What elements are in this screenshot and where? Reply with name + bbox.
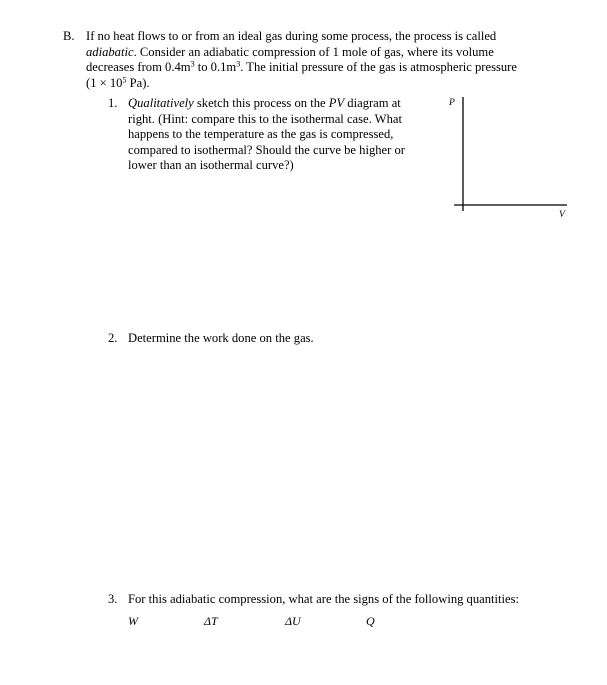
- quantity-delta-t: ΔT: [204, 614, 218, 628]
- adiabatic-term: adiabatic: [86, 44, 134, 59]
- item-3-marker: 3.: [108, 592, 118, 606]
- item-1-marker: 1.: [108, 96, 118, 110]
- section-marker: B.: [63, 29, 75, 43]
- intro-line-1: If no heat flows to or from an ideal gas during some process, the process is called: [86, 29, 497, 43]
- cubed-superscript: 3: [190, 59, 195, 69]
- item-1-text: Qualitatively sketch this process on the PV diagram at right. (Hint: compare this to the isothermal case. What happens to the temperature as the gas is compressed, compared to isothermal? Should the curve be higher or lower than an isothermal curve?): [128, 96, 405, 173]
- volume-axis-label: V: [559, 210, 565, 220]
- item-3-text: For this adiabatic compression, what are the signs of the following quantities:: [128, 592, 520, 606]
- intro-line-4: ($1 \times 10^5$ Pa).: [86, 75, 150, 90]
- quantity-work: W: [128, 614, 138, 628]
- item-2-text: Determine the work done on the gas.: [128, 331, 314, 345]
- cubed-superscript: 3: [236, 59, 241, 69]
- quantity-delta-u: ΔU: [285, 614, 301, 628]
- intro-line-2: adiabatic. Consider an adiabatic compression of 1 mole of gas, where its volume: [86, 44, 494, 59]
- quantity-heat: Q: [366, 614, 375, 628]
- intro-line-3: decreases from $0.4m^3$ to $0.1m^3$. The initial pressure of the gas is atmospheric pressure: [86, 59, 517, 75]
- pressure-axis-label: P: [449, 98, 455, 108]
- item-2-marker: 2.: [108, 331, 118, 345]
- exponent-superscript: 5: [122, 75, 127, 85]
